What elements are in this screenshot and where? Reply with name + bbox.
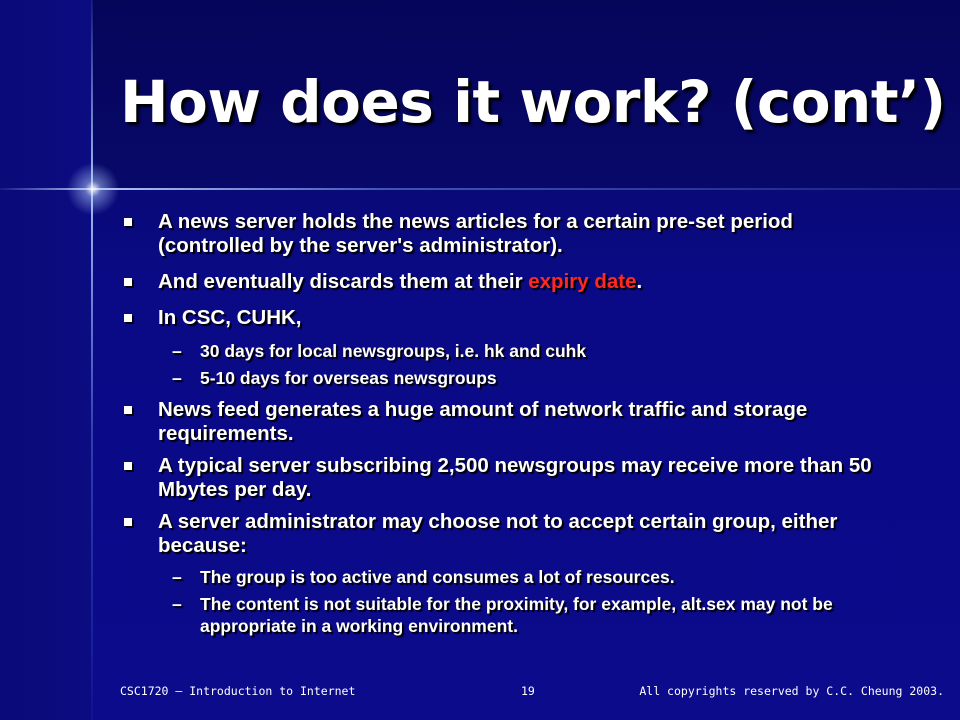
sub-bullet-item bbox=[120, 367, 900, 389]
footer-page-number: 19 bbox=[521, 684, 535, 698]
bullet-item bbox=[120, 454, 900, 502]
sub-bullet-text: The content is not suitable for the proximity, for example, alt.sex may not be appropriate in a working environment. bbox=[200, 594, 833, 636]
bullet-text: And eventually discards them at their bbox=[158, 270, 529, 293]
sub-bullet-item bbox=[120, 593, 900, 637]
bullet-text: A news server holds the news articles for a certain pre-set period (controlled by the server's administrator). bbox=[158, 210, 793, 257]
highlighted-term: expiry date bbox=[528, 270, 637, 293]
dash-bullet-icon: – bbox=[172, 567, 182, 587]
bullet-text: In CSC, CUHK, bbox=[158, 306, 302, 329]
star-flare-icon bbox=[62, 158, 124, 220]
bullet-item bbox=[120, 398, 900, 446]
bullet-text-end: . bbox=[636, 270, 643, 293]
bullet-item bbox=[120, 306, 900, 330]
left-background-band bbox=[0, 0, 92, 720]
bullet-item bbox=[120, 510, 900, 558]
slide-title: How does it work? (cont’) bbox=[120, 68, 946, 136]
slide-body bbox=[120, 210, 900, 637]
bullet-item bbox=[120, 270, 900, 294]
sub-bullet-text: The group is too active and consumes a lot of resources. bbox=[200, 567, 675, 587]
square-bullet-icon bbox=[124, 218, 132, 226]
footer-copyright: All copyrights reserved by C.C. Cheung 2003. bbox=[639, 684, 944, 698]
sub-bullet-text: 5-10 days for overseas newsgroups bbox=[200, 368, 497, 388]
square-bullet-icon bbox=[124, 278, 132, 286]
square-bullet-icon bbox=[124, 518, 132, 526]
bullet-item bbox=[120, 210, 900, 258]
dash-bullet-icon: – bbox=[172, 368, 182, 388]
sub-bullet-item bbox=[120, 340, 900, 362]
bullet-text: A server administrator may choose not to accept certain group, either because: bbox=[158, 510, 838, 557]
horizontal-light-line bbox=[0, 188, 960, 190]
square-bullet-icon bbox=[124, 406, 132, 414]
bullet-text: A typical server subscribing 2,500 newsgroups may receive more than 50 Mbytes per day. bbox=[158, 454, 872, 501]
bullet-text: News feed generates a huge amount of network traffic and storage requirements. bbox=[158, 398, 808, 445]
square-bullet-icon bbox=[124, 314, 132, 322]
vertical-light-line bbox=[91, 0, 93, 720]
square-bullet-icon bbox=[124, 462, 132, 470]
sub-bullet-item bbox=[120, 566, 900, 588]
sub-bullet-text: 30 days for local newsgroups, i.e. hk and cuhk bbox=[200, 341, 587, 361]
dash-bullet-icon: – bbox=[172, 594, 182, 614]
dash-bullet-icon: – bbox=[172, 341, 182, 361]
footer-course: CSC1720 – Introduction to Internet bbox=[120, 684, 356, 698]
